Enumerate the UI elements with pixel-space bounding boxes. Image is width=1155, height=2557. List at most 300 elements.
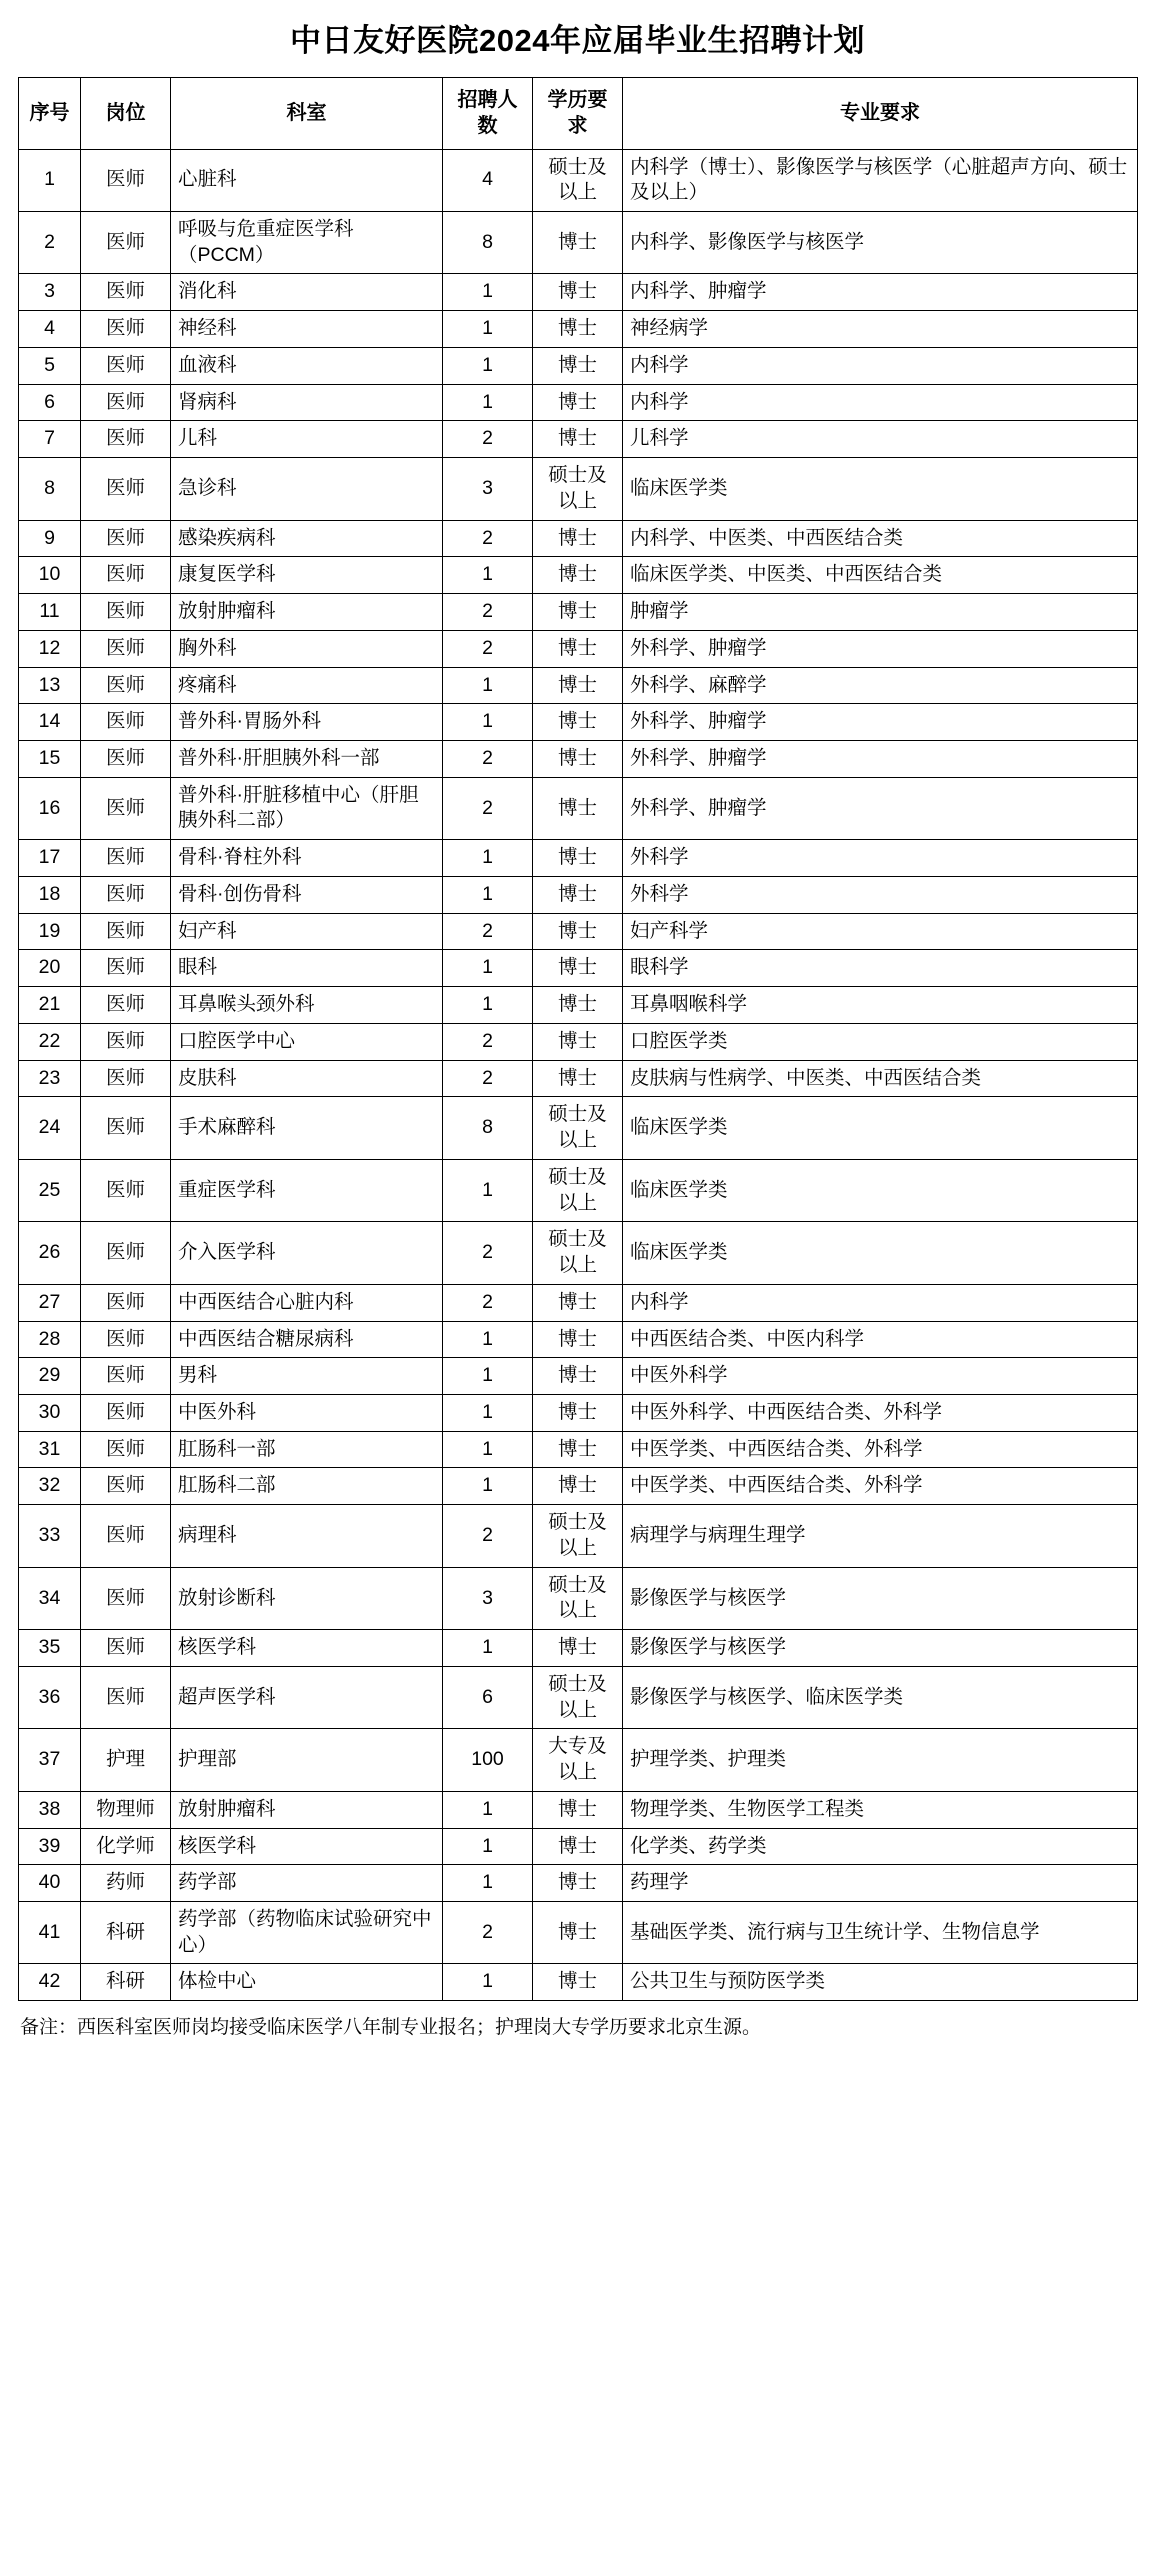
cell-dept: 体检中心	[171, 1964, 443, 2001]
table-row	[19, 1097, 1138, 1159]
table-row	[19, 950, 1138, 987]
cell-edu: 博士	[533, 1358, 623, 1395]
cell-num: 1	[443, 1791, 533, 1828]
cell-dept: 儿科	[171, 421, 443, 458]
table-header-row	[19, 77, 1138, 149]
table-row	[19, 1222, 1138, 1284]
cell-num: 2	[443, 1901, 533, 1963]
cell-post: 医师	[81, 630, 171, 667]
cell-edu: 博士	[533, 1284, 623, 1321]
cell-post: 物理师	[81, 1791, 171, 1828]
cell-num: 1	[443, 876, 533, 913]
cell-dept: 普外科·肝脏移植中心（肝胆胰外科二部）	[171, 777, 443, 839]
table-row	[19, 347, 1138, 384]
cell-major: 外科学、肿瘤学	[623, 741, 1138, 778]
cell-post: 医师	[81, 704, 171, 741]
cell-edu: 博士	[533, 212, 623, 274]
cell-no: 22	[19, 1023, 81, 1060]
cell-dept: 康复医学科	[171, 557, 443, 594]
cell-major: 临床医学类	[623, 1097, 1138, 1159]
cell-major: 药理学	[623, 1865, 1138, 1902]
cell-post: 医师	[81, 667, 171, 704]
table-row	[19, 1666, 1138, 1728]
cell-no: 27	[19, 1284, 81, 1321]
cell-dept: 介入医学科	[171, 1222, 443, 1284]
cell-dept: 急诊科	[171, 458, 443, 520]
cell-num: 1	[443, 840, 533, 877]
cell-edu: 博士	[533, 1321, 623, 1358]
table-row	[19, 311, 1138, 348]
cell-no: 18	[19, 876, 81, 913]
cell-no: 8	[19, 458, 81, 520]
cell-no: 31	[19, 1431, 81, 1468]
cell-edu: 硕士及以上	[533, 1666, 623, 1728]
cell-num: 1	[443, 347, 533, 384]
cell-dept: 妇产科	[171, 913, 443, 950]
cell-no: 1	[19, 149, 81, 211]
cell-no: 4	[19, 311, 81, 348]
column-header-no: 序号	[19, 77, 81, 149]
cell-major: 影像医学与核医学、临床医学类	[623, 1666, 1138, 1728]
cell-edu: 博士	[533, 311, 623, 348]
table-row	[19, 1791, 1138, 1828]
cell-num: 1	[443, 1828, 533, 1865]
cell-num: 1	[443, 987, 533, 1024]
table-row	[19, 1729, 1138, 1791]
cell-dept: 骨科·脊柱外科	[171, 840, 443, 877]
cell-no: 33	[19, 1505, 81, 1567]
cell-num: 1	[443, 1394, 533, 1431]
cell-post: 医师	[81, 149, 171, 211]
table-row	[19, 1828, 1138, 1865]
cell-dept: 皮肤科	[171, 1060, 443, 1097]
cell-major: 化学类、药学类	[623, 1828, 1138, 1865]
cell-post: 护理	[81, 1729, 171, 1791]
cell-num: 1	[443, 311, 533, 348]
table-row	[19, 876, 1138, 913]
cell-no: 14	[19, 704, 81, 741]
cell-dept: 病理科	[171, 1505, 443, 1567]
cell-dept: 手术麻醉科	[171, 1097, 443, 1159]
cell-edu: 博士	[533, 1828, 623, 1865]
cell-no: 34	[19, 1567, 81, 1629]
table-row	[19, 1505, 1138, 1567]
cell-dept: 耳鼻喉头颈外科	[171, 987, 443, 1024]
cell-dept: 胸外科	[171, 630, 443, 667]
cell-no: 28	[19, 1321, 81, 1358]
cell-no: 29	[19, 1358, 81, 1395]
cell-major: 临床医学类	[623, 1222, 1138, 1284]
cell-dept: 血液科	[171, 347, 443, 384]
cell-no: 10	[19, 557, 81, 594]
cell-edu: 博士	[533, 1431, 623, 1468]
table-row	[19, 594, 1138, 631]
cell-num: 4	[443, 149, 533, 211]
cell-post: 医师	[81, 1321, 171, 1358]
cell-post: 医师	[81, 840, 171, 877]
cell-post: 医师	[81, 1060, 171, 1097]
cell-post: 医师	[81, 1666, 171, 1728]
cell-edu: 硕士及以上	[533, 458, 623, 520]
cell-edu: 博士	[533, 1468, 623, 1505]
cell-dept: 肾病科	[171, 384, 443, 421]
cell-num: 3	[443, 1567, 533, 1629]
footnote: 备注：西医科室医师岗均接受临床医学八年制专业报名；护理岗大专学历要求北京生源。	[20, 2017, 762, 2039]
table-row	[19, 1567, 1138, 1629]
cell-major: 中医学类、中西医结合类、外科学	[623, 1431, 1138, 1468]
cell-no: 3	[19, 274, 81, 311]
cell-num: 2	[443, 421, 533, 458]
cell-edu: 博士	[533, 876, 623, 913]
cell-major: 内科学（博士）、影像医学与核医学（心脏超声方向、硕士及以上）	[623, 149, 1138, 211]
cell-post: 医师	[81, 1630, 171, 1667]
cell-num: 1	[443, 704, 533, 741]
cell-major: 护理学类、护理类	[623, 1729, 1138, 1791]
cell-num: 1	[443, 1431, 533, 1468]
cell-edu: 博士	[533, 594, 623, 631]
cell-post: 医师	[81, 1222, 171, 1284]
cell-edu: 博士	[533, 987, 623, 1024]
column-header-edu: 学历要求	[533, 77, 623, 149]
cell-dept: 眼科	[171, 950, 443, 987]
cell-no: 20	[19, 950, 81, 987]
cell-post: 化学师	[81, 1828, 171, 1865]
cell-major: 临床医学类、中医类、中西医结合类	[623, 557, 1138, 594]
cell-major: 外科学	[623, 876, 1138, 913]
cell-no: 5	[19, 347, 81, 384]
cell-major: 影像医学与核医学	[623, 1630, 1138, 1667]
cell-edu: 博士	[533, 1865, 623, 1902]
cell-major: 中医学类、中西医结合类、外科学	[623, 1468, 1138, 1505]
cell-edu: 博士	[533, 520, 623, 557]
cell-edu: 硕士及以上	[533, 1505, 623, 1567]
column-header-num: 招聘人数	[443, 77, 533, 149]
cell-major: 中医外科学	[623, 1358, 1138, 1395]
cell-no: 19	[19, 913, 81, 950]
cell-num: 2	[443, 1505, 533, 1567]
cell-num: 2	[443, 1060, 533, 1097]
cell-no: 38	[19, 1791, 81, 1828]
table-row	[19, 1865, 1138, 1902]
cell-num: 2	[443, 1023, 533, 1060]
table-row	[19, 630, 1138, 667]
table-row	[19, 520, 1138, 557]
cell-major: 物理学类、生物医学工程类	[623, 1791, 1138, 1828]
cell-edu: 博士	[533, 1023, 623, 1060]
column-header-post: 岗位	[81, 77, 171, 149]
cell-post: 医师	[81, 274, 171, 311]
cell-dept: 核医学科	[171, 1630, 443, 1667]
cell-dept: 骨科·创伤骨科	[171, 876, 443, 913]
cell-post: 医师	[81, 1159, 171, 1221]
cell-dept: 普外科·肝胆胰外科一部	[171, 741, 443, 778]
cell-dept: 心脏科	[171, 149, 443, 211]
cell-dept: 男科	[171, 1358, 443, 1395]
cell-edu: 博士	[533, 1791, 623, 1828]
cell-major: 眼科学	[623, 950, 1138, 987]
cell-major: 儿科学	[623, 421, 1138, 458]
cell-major: 内科学、肿瘤学	[623, 274, 1138, 311]
table-row	[19, 557, 1138, 594]
cell-num: 1	[443, 1630, 533, 1667]
table-row	[19, 421, 1138, 458]
recruitment-plan-table	[18, 77, 1138, 2001]
cell-no: 2	[19, 212, 81, 274]
cell-major: 中西医结合类、中医内科学	[623, 1321, 1138, 1358]
cell-dept: 放射诊断科	[171, 1567, 443, 1629]
table-row	[19, 1630, 1138, 1667]
cell-major: 内科学、影像医学与核医学	[623, 212, 1138, 274]
cell-edu: 博士	[533, 704, 623, 741]
cell-post: 医师	[81, 741, 171, 778]
cell-edu: 大专及以上	[533, 1729, 623, 1791]
cell-post: 医师	[81, 557, 171, 594]
cell-num: 1	[443, 667, 533, 704]
cell-dept: 药学部（药物临床试验研究中心）	[171, 1901, 443, 1963]
table-row	[19, 840, 1138, 877]
cell-post: 医师	[81, 1431, 171, 1468]
cell-post: 医师	[81, 458, 171, 520]
cell-num: 1	[443, 1321, 533, 1358]
table-row	[19, 458, 1138, 520]
table-row	[19, 667, 1138, 704]
cell-major: 内科学	[623, 384, 1138, 421]
cell-edu: 硕士及以上	[533, 1097, 623, 1159]
cell-no: 23	[19, 1060, 81, 1097]
cell-no: 26	[19, 1222, 81, 1284]
table-row	[19, 741, 1138, 778]
cell-major: 公共卫生与预防医学类	[623, 1964, 1138, 2001]
cell-major: 基础医学类、流行病与卫生统计学、生物信息学	[623, 1901, 1138, 1963]
cell-major: 肿瘤学	[623, 594, 1138, 631]
cell-post: 医师	[81, 1468, 171, 1505]
cell-dept: 呼吸与危重症医学科（PCCM）	[171, 212, 443, 274]
cell-major: 耳鼻咽喉科学	[623, 987, 1138, 1024]
cell-num: 3	[443, 458, 533, 520]
table-row	[19, 704, 1138, 741]
cell-no: 24	[19, 1097, 81, 1159]
table-row	[19, 1468, 1138, 1505]
cell-major: 外科学、肿瘤学	[623, 630, 1138, 667]
cell-post: 科研	[81, 1901, 171, 1963]
cell-major: 神经病学	[623, 311, 1138, 348]
cell-no: 15	[19, 741, 81, 778]
cell-num: 1	[443, 1468, 533, 1505]
cell-num: 2	[443, 777, 533, 839]
cell-post: 医师	[81, 311, 171, 348]
cell-post: 医师	[81, 1023, 171, 1060]
cell-post: 医师	[81, 347, 171, 384]
table-row	[19, 1060, 1138, 1097]
cell-post: 医师	[81, 594, 171, 631]
cell-num: 1	[443, 1159, 533, 1221]
table-row	[19, 1394, 1138, 1431]
cell-dept: 口腔医学中心	[171, 1023, 443, 1060]
cell-no: 39	[19, 1828, 81, 1865]
cell-no: 37	[19, 1729, 81, 1791]
cell-post: 医师	[81, 1394, 171, 1431]
table-row	[19, 1358, 1138, 1395]
column-header-dept: 科室	[171, 77, 443, 149]
cell-edu: 博士	[533, 667, 623, 704]
cell-post: 医师	[81, 1284, 171, 1321]
cell-no: 9	[19, 520, 81, 557]
cell-post: 医师	[81, 520, 171, 557]
cell-dept: 放射肿瘤科	[171, 1791, 443, 1828]
cell-dept: 感染疾病科	[171, 520, 443, 557]
cell-dept: 超声医学科	[171, 1666, 443, 1728]
cell-post: 医师	[81, 421, 171, 458]
cell-edu: 博士	[533, 777, 623, 839]
cell-major: 外科学、肿瘤学	[623, 777, 1138, 839]
cell-major: 妇产科学	[623, 913, 1138, 950]
cell-edu: 博士	[533, 421, 623, 458]
cell-num: 2	[443, 913, 533, 950]
table-row	[19, 1159, 1138, 1221]
cell-edu: 博士	[533, 840, 623, 877]
cell-post: 医师	[81, 384, 171, 421]
table-row	[19, 1901, 1138, 1963]
table-row	[19, 1964, 1138, 2001]
cell-no: 40	[19, 1865, 81, 1902]
cell-no: 42	[19, 1964, 81, 2001]
cell-major: 内科学、中医类、中西医结合类	[623, 520, 1138, 557]
cell-major: 外科学、麻醉学	[623, 667, 1138, 704]
cell-edu: 硕士及以上	[533, 1567, 623, 1629]
column-header-major: 专业要求	[623, 77, 1138, 149]
cell-major: 病理学与病理生理学	[623, 1505, 1138, 1567]
table-row	[19, 1284, 1138, 1321]
cell-num: 1	[443, 950, 533, 987]
cell-dept: 护理部	[171, 1729, 443, 1791]
cell-edu: 博士	[533, 347, 623, 384]
cell-major: 外科学、肿瘤学	[623, 704, 1138, 741]
cell-no: 21	[19, 987, 81, 1024]
cell-no: 16	[19, 777, 81, 839]
cell-no: 7	[19, 421, 81, 458]
cell-post: 医师	[81, 913, 171, 950]
table-row	[19, 913, 1138, 950]
cell-num: 1	[443, 274, 533, 311]
cell-no: 11	[19, 594, 81, 631]
cell-dept: 疼痛科	[171, 667, 443, 704]
table-row	[19, 777, 1138, 839]
cell-edu: 博士	[533, 1060, 623, 1097]
table-row	[19, 987, 1138, 1024]
cell-edu: 博士	[533, 630, 623, 667]
cell-post: 医师	[81, 212, 171, 274]
cell-num: 1	[443, 1358, 533, 1395]
cell-edu: 博士	[533, 557, 623, 594]
table-row	[19, 212, 1138, 274]
cell-major: 临床医学类	[623, 1159, 1138, 1221]
cell-dept: 普外科·胃肠外科	[171, 704, 443, 741]
cell-dept: 消化科	[171, 274, 443, 311]
cell-no: 25	[19, 1159, 81, 1221]
cell-major: 影像医学与核医学	[623, 1567, 1138, 1629]
cell-edu: 博士	[533, 950, 623, 987]
table-row	[19, 1321, 1138, 1358]
cell-dept: 放射肿瘤科	[171, 594, 443, 631]
cell-no: 36	[19, 1666, 81, 1728]
cell-num: 1	[443, 557, 533, 594]
cell-edu: 博士	[533, 1394, 623, 1431]
cell-no: 6	[19, 384, 81, 421]
cell-num: 100	[443, 1729, 533, 1791]
cell-dept: 中医外科	[171, 1394, 443, 1431]
cell-post: 医师	[81, 950, 171, 987]
cell-post: 医师	[81, 777, 171, 839]
cell-no: 12	[19, 630, 81, 667]
cell-no: 35	[19, 1630, 81, 1667]
table-row	[19, 1431, 1138, 1468]
cell-post: 医师	[81, 876, 171, 913]
cell-dept: 肛肠科二部	[171, 1468, 443, 1505]
cell-num: 1	[443, 384, 533, 421]
cell-edu: 博士	[533, 1630, 623, 1667]
cell-num: 2	[443, 520, 533, 557]
table-row	[19, 384, 1138, 421]
cell-post: 医师	[81, 1505, 171, 1567]
cell-num: 1	[443, 1964, 533, 2001]
cell-major: 口腔医学类	[623, 1023, 1138, 1060]
cell-post: 科研	[81, 1964, 171, 2001]
cell-edu: 博士	[533, 913, 623, 950]
cell-num: 2	[443, 1284, 533, 1321]
cell-major: 内科学	[623, 347, 1138, 384]
cell-major: 临床医学类	[623, 458, 1138, 520]
cell-dept: 核医学科	[171, 1828, 443, 1865]
table-body	[19, 149, 1138, 2001]
table-row	[19, 274, 1138, 311]
cell-num: 2	[443, 1222, 533, 1284]
cell-num: 2	[443, 741, 533, 778]
cell-major: 外科学	[623, 840, 1138, 877]
cell-edu: 硕士及以上	[533, 1222, 623, 1284]
cell-edu: 硕士及以上	[533, 149, 623, 211]
cell-major: 皮肤病与性病学、中医类、中西医结合类	[623, 1060, 1138, 1097]
cell-post: 医师	[81, 1097, 171, 1159]
cell-dept: 肛肠科一部	[171, 1431, 443, 1468]
cell-num: 2	[443, 630, 533, 667]
cell-edu: 博士	[533, 741, 623, 778]
cell-dept: 神经科	[171, 311, 443, 348]
cell-post: 医师	[81, 987, 171, 1024]
cell-dept: 重症医学科	[171, 1159, 443, 1221]
cell-edu: 硕士及以上	[533, 1159, 623, 1221]
cell-edu: 博士	[533, 1901, 623, 1963]
cell-post: 医师	[81, 1358, 171, 1395]
cell-num: 2	[443, 594, 533, 631]
table-row	[19, 1023, 1138, 1060]
cell-dept: 中西医结合心脏内科	[171, 1284, 443, 1321]
cell-no: 30	[19, 1394, 81, 1431]
cell-no: 32	[19, 1468, 81, 1505]
cell-num: 8	[443, 1097, 533, 1159]
cell-major: 中医外科学、中西医结合类、外科学	[623, 1394, 1138, 1431]
cell-num: 6	[443, 1666, 533, 1728]
cell-major: 内科学	[623, 1284, 1138, 1321]
cell-num: 1	[443, 1865, 533, 1902]
cell-dept: 中西医结合糖尿病科	[171, 1321, 443, 1358]
cell-no: 41	[19, 1901, 81, 1963]
cell-edu: 博士	[533, 274, 623, 311]
table-row	[19, 149, 1138, 211]
cell-edu: 博士	[533, 384, 623, 421]
cell-post: 医师	[81, 1567, 171, 1629]
cell-post: 药师	[81, 1865, 171, 1902]
cell-edu: 博士	[533, 1964, 623, 2001]
